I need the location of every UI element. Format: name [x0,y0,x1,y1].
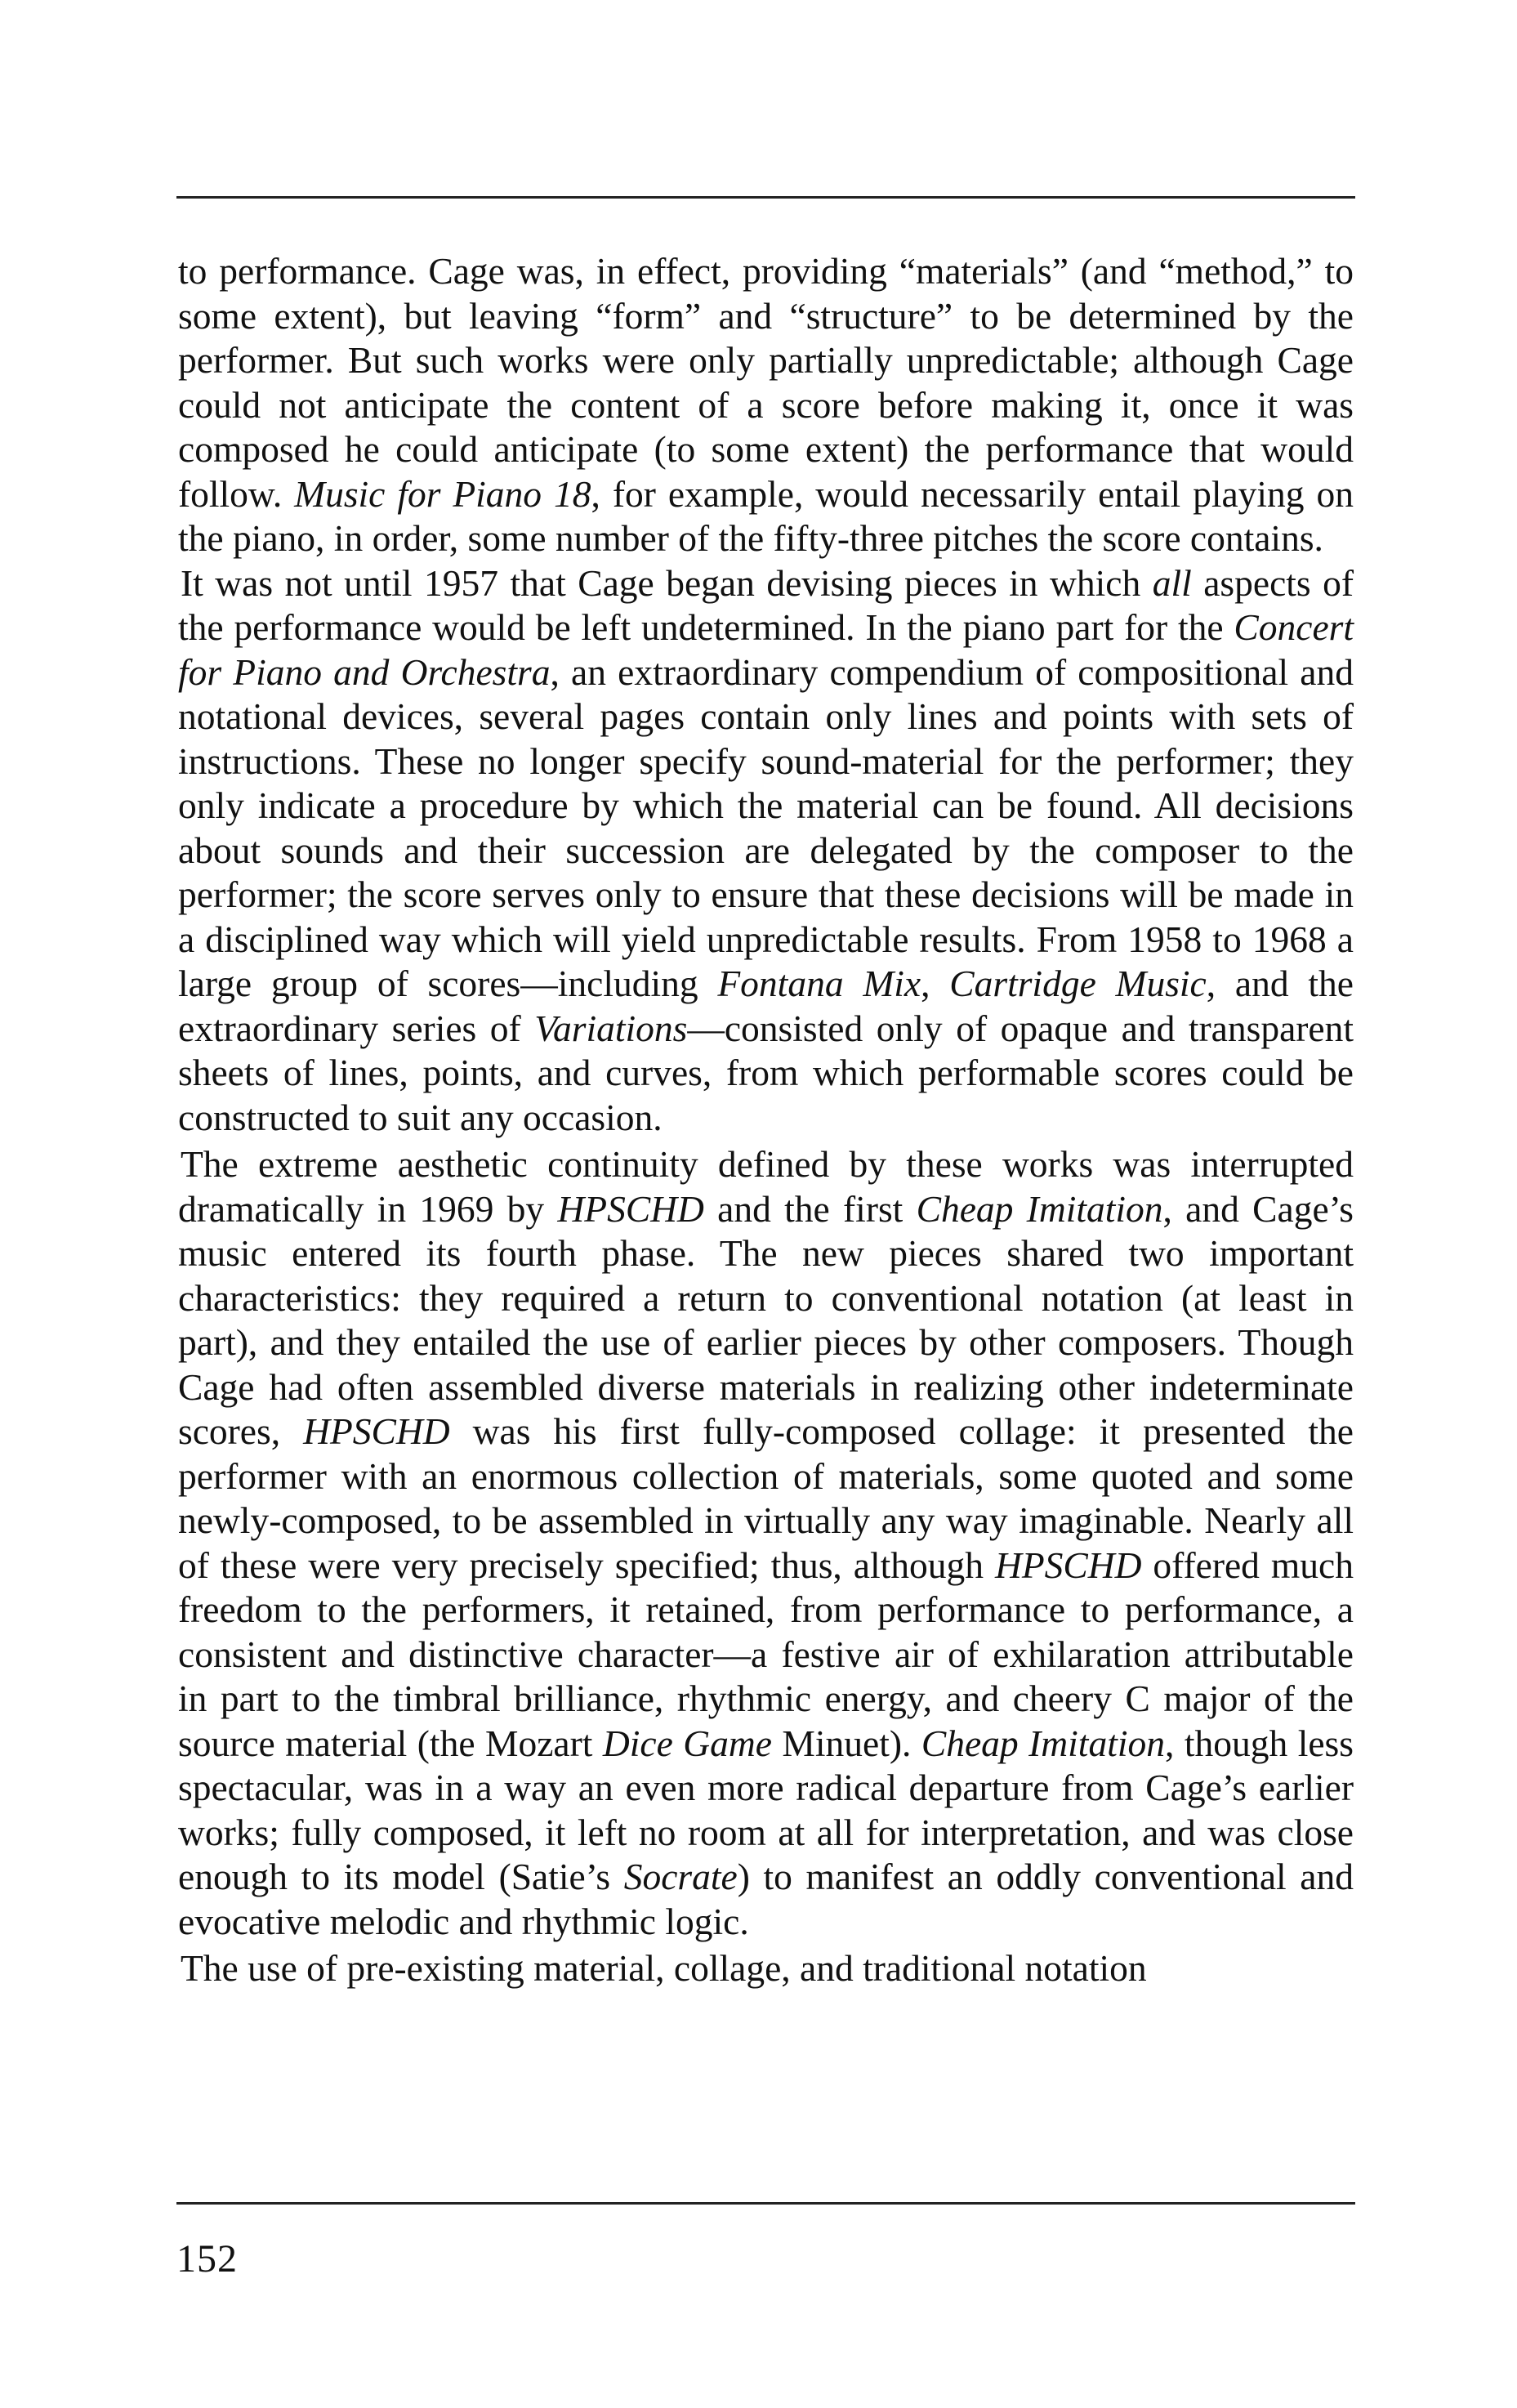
text-run: was his first fully-composed collage: it presented the performer with an enormous collection of materials, some quoted and some newly-composed, to be assembled in virtually any way imaginable. Nearly all of these were very precisely specified; thus, although [178,1410,1354,1586]
text-run: , and the extraordinary series of [178,963,1354,1049]
italic-title: HPSCHD [994,1544,1142,1586]
paragraph-2 [178,561,1354,1141]
footer-rule [176,2202,1355,2205]
text-run: Minuet). [771,1722,921,1764]
text-run: —consisted only of opaque and transparent sheets of lines, points, and curves, from which performable scores could be constructed to suit any occasion. [178,1007,1354,1138]
page-number: 152 [176,2237,238,2281]
text-run: The use of pre-existing material, collage, and traditional notation [181,1947,1147,1989]
text-run: offered much freedom to the performers, it retained, from performance to performance, a consistent and distinctive character—a festive air of exhilaration attributable in part to the timbral brilliance, rhythmic energy, and cheery C major of the source material (the Mozart [178,1544,1354,1764]
italic-title: HPSCHD [303,1410,450,1452]
header-rule [176,196,1355,199]
paragraph-4 [178,1946,1354,1991]
text-run: The extreme aesthetic continuity defined by these works was interrupted dramatically in 1969 by [178,1143,1354,1230]
text-run: aspects of the performance would be left undetermined. In the piano part for the [178,561,1354,648]
italic-title: HPSCHD [557,1187,704,1230]
text-run: , an extraordinary compendium of compositional and notational devices, several pages contain only lines and points with sets of instructions. These no longer specify sound-material for the performer; they only indicate a procedure by which the material can be found. All decisions about sounds and their succession are delegated by the composer to the performer; the score serves only to ensure that these decisions will be made in a disciplined way which will yield unpredictable results. From 1958 to 1968 a large group of scores—including [178,650,1354,1004]
text-run: , though less spectacular, was in a way an even more radical departure from Cage’s earlier works; fully composed, it left no room at all for interpretation, and was close enough to its model (Satie’s [178,1722,1354,1897]
italic-title: all [1152,561,1192,604]
text-run: , [921,963,950,1004]
text-run: ) to manifest an oddly conventional and evocative melodic and rhythmic logic. [178,1856,1354,1942]
paragraph-1 [178,249,1354,561]
italic-title: Variations [534,1007,688,1049]
italic-title: Cheap Imitation [921,1722,1165,1764]
text-run: , and Cage’s music entered its fourth phase. The new pieces shared two important characteristics: they required a return to conventional notation (at least in part), and they entailed the use of earlier pieces by other composers. Though Cage had often assembled diverse materials in realizing other indeterminate scores, [178,1187,1354,1452]
text-run: and the first [703,1187,917,1230]
italic-title: Cheap Imitation [916,1187,1163,1230]
italic-title: Dice Game [602,1722,772,1764]
text-run: It was not until 1957 that Cage began devising pieces in which [181,561,1153,604]
italic-title: Concert for Piano and Orchestra [178,606,1354,693]
italic-title: Music for Piano 18 [294,472,591,515]
body-text [178,249,1354,1991]
italic-title: Cartridge Music [949,963,1207,1004]
paragraph-3 [178,1142,1354,1944]
text-run: to performance. Cage was, in effect, providing “materials” (and “method,” to some extent), but leaving “form” and “structure” to be determined by the performer. But such works were only partially unpredictable; although Cage could not anticipate the content of a score before making it, once it was composed he could anticipate (to some extent) the performance that would follow. [178,250,1354,515]
italic-title: Fontana Mix [717,963,921,1004]
text-run: , for example, would necessarily entail playing on the piano, in order, some number of the fifty-three pitches the score contains. [178,472,1354,559]
italic-title: Socrate [623,1856,738,1897]
